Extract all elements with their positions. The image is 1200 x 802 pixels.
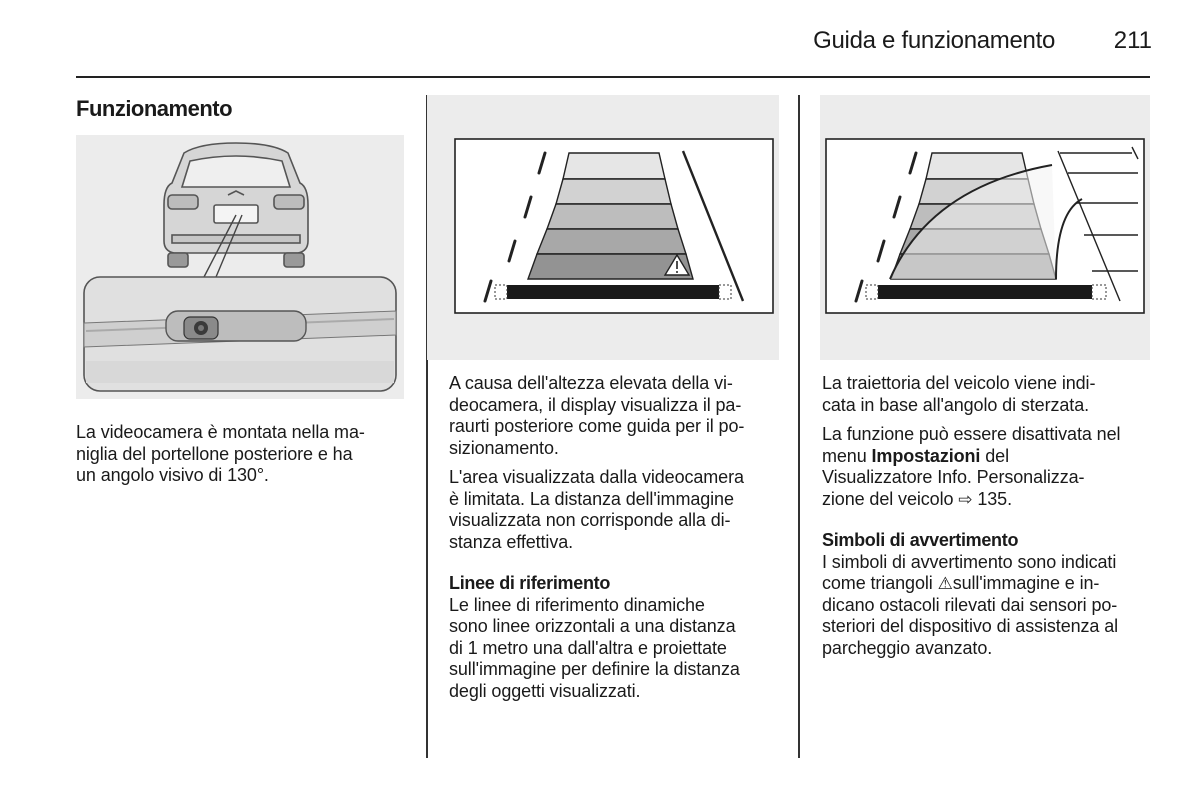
column-3-text <box>822 373 1152 667</box>
trajectory-display-illustration <box>820 95 1150 360</box>
page-number: 211 <box>1113 27 1152 54</box>
page-reference: 135. <box>972 488 1012 509</box>
paragraph-dynamic-lines: Le linee di riferimento dinamiche sono linee orizzontali a una distanza di 1 metro una dall'altra e proiettate sull'immagine per definire la distanza degli oggetti visualizzati. <box>449 594 740 701</box>
paragraph-warning-symbols: I simboli di avvertimento sono indicati come triangoli ⚠sull'immagine e in- dicano ostacoli rilevati dai sensori po- steriori del dispositivo di assistenza al parcheggio avanzato. <box>822 551 1119 658</box>
paragraph-camera-mount: La videocamera è montata nella ma- niglia del portellone posteriore e ha un angolo visivo di 130°. <box>76 422 365 485</box>
column-1 <box>76 95 406 495</box>
running-header-title: Guida e funzionamento <box>813 27 1055 54</box>
rear-camera-location-illustration <box>76 135 404 399</box>
car-rear-icon <box>164 143 308 267</box>
header-rule <box>76 76 1150 78</box>
subheading-warning-symbols: Simboli di avvertimento <box>822 530 1019 550</box>
reference-lines-display-illustration <box>427 95 779 360</box>
column-2-text <box>449 373 784 710</box>
menu-name-impostazioni: Impostazioni <box>871 445 981 466</box>
section-heading: Funzionamento <box>76 96 233 121</box>
paragraph-bumper-guide: A causa dell'altezza elevata della vi- deocamera, il display visualizza il pa- raurti posteriore come guida per il po- sizionamento. <box>449 373 745 458</box>
column-divider-2 <box>798 95 800 758</box>
subheading-reference-lines: Linee di riferimento <box>449 573 611 593</box>
warning-triangle-icon: ⚠ <box>937 574 953 593</box>
handle-detail-zoom <box>84 277 396 391</box>
paragraph-trajectory: La traiettoria del veicolo viene indi- cata in base all'angolo di sterzata. <box>822 373 1096 415</box>
paragraph-limited-area: L'area visualizzata dalla videocamera è limitata. La distanza dell'immagine visualizzata non corrisponde alla di- stanza effettiva. <box>449 467 744 552</box>
paragraph-disable-function: La funzione può essere disattivata nel menu Impostazioni del Visualizzatore Info. Personalizza- zione del veicolo ⇨ 135. <box>822 424 1121 509</box>
page-reference-arrow-icon: ⇨ <box>958 489 973 509</box>
